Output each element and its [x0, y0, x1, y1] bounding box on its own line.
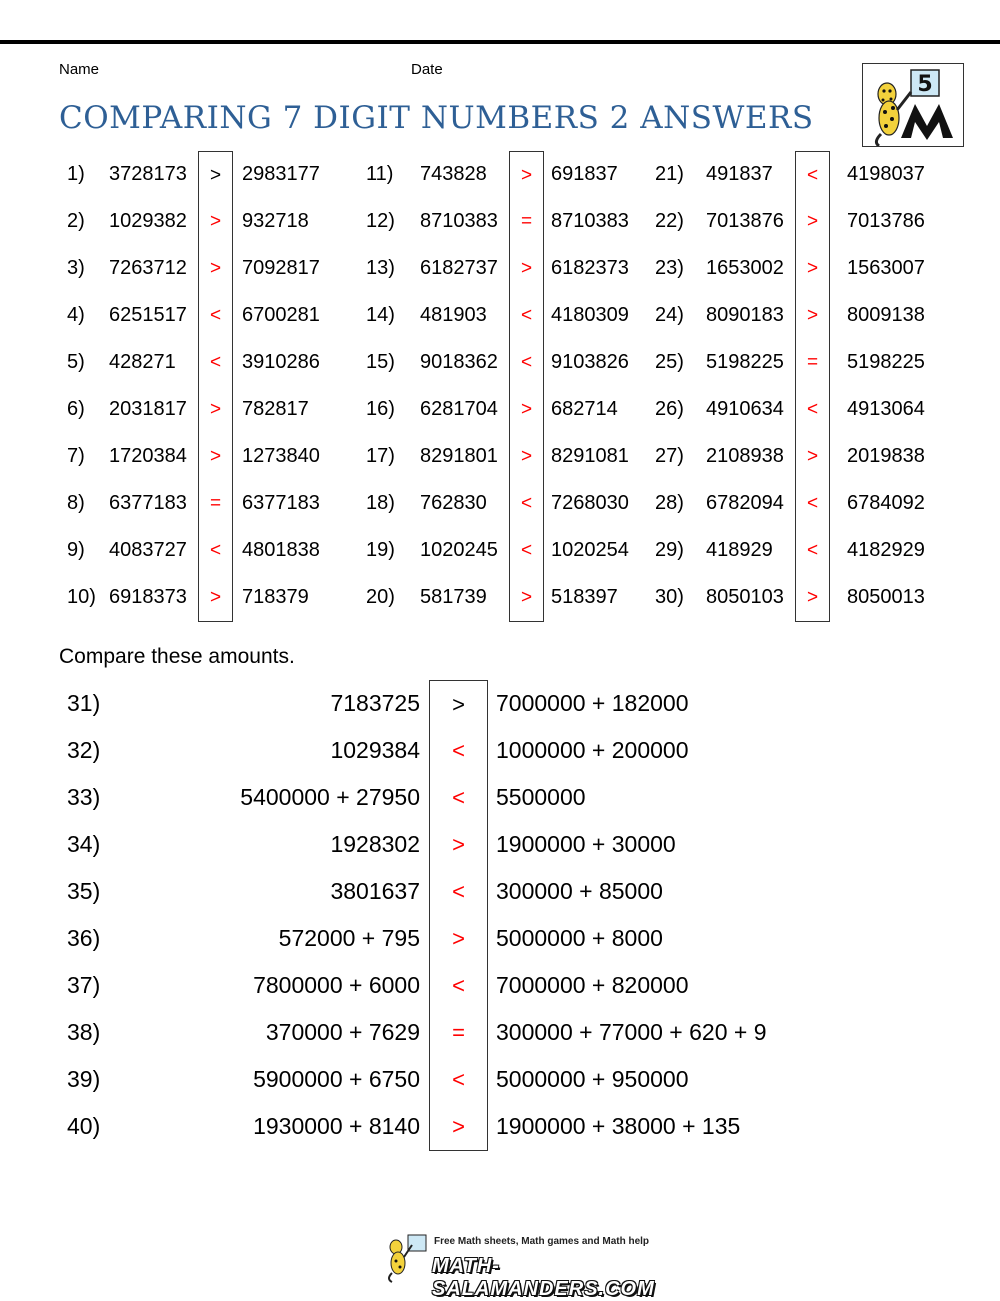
left-number: 1720384: [109, 445, 187, 467]
left-amount: 1928302: [330, 831, 420, 857]
left-number: 6782094: [706, 492, 784, 514]
compare-row: [0, 727, 1000, 774]
right-number: 1563007: [847, 257, 925, 279]
problem-number: 29): [655, 539, 684, 561]
problem-number: 11): [366, 163, 394, 185]
right-number: 9103826: [551, 351, 629, 373]
answer-box: >: [198, 574, 233, 622]
left-amount: 370000 + 7629: [265, 1019, 420, 1045]
problem-number: 15): [366, 351, 395, 373]
answer-box: =: [429, 1009, 488, 1056]
problem-number: 39): [67, 1066, 101, 1092]
left-number: 491837: [706, 163, 773, 185]
answer-box: >: [198, 245, 233, 292]
problem-number: 25): [655, 351, 684, 373]
answer-box: >: [509, 433, 544, 480]
problem-row: [0, 527, 1000, 574]
right-amount: 7000000 + 820000: [496, 972, 689, 998]
problem-number: 35): [67, 878, 101, 904]
answer-box: <: [429, 774, 488, 821]
right-number: 8050013: [847, 586, 925, 608]
problem-number: 17): [366, 445, 395, 467]
left-number: 481903: [420, 304, 487, 326]
compare-row: [0, 1056, 1000, 1103]
right-number: 6182373: [551, 257, 629, 279]
footer-site-name: MATH-SALAMANDERS.COM: [432, 1255, 655, 1300]
left-number: 762830: [420, 492, 487, 514]
worksheet-title: COMPARING 7 DIGIT NUMBERS 2 ANSWERS: [59, 100, 814, 136]
right-amount: 1000000 + 200000: [496, 737, 689, 763]
left-number: 6281704: [420, 398, 498, 420]
answer-box: >: [198, 433, 233, 480]
left-number: 8090183: [706, 304, 784, 326]
problem-number: 10): [67, 586, 96, 608]
problem-number: 33): [67, 784, 101, 810]
answer-box: <: [429, 962, 488, 1009]
answer-box: <: [429, 1056, 488, 1103]
left-number: 428271: [109, 351, 176, 373]
problem-row: [0, 480, 1000, 527]
right-number: 682714: [551, 398, 618, 420]
answer-box: >: [509, 151, 544, 199]
left-number: 6377183: [109, 492, 187, 514]
answer-box: =: [795, 339, 830, 386]
answer-box: >: [429, 821, 488, 868]
left-amount: 572000 + 795: [278, 925, 420, 951]
problem-number: 24): [655, 304, 684, 326]
problem-row: [0, 574, 1000, 621]
problem-row: [0, 339, 1000, 386]
right-number: 2983177: [242, 163, 320, 185]
salamander-logo-icon: [863, 64, 963, 146]
right-amount: 1900000 + 30000: [496, 831, 676, 857]
right-number: 6377183: [242, 492, 320, 514]
problem-number: 27): [655, 445, 684, 467]
answer-box: =: [198, 480, 233, 527]
problem-number: 21): [655, 163, 684, 185]
problem-number: 7): [67, 445, 85, 467]
answer-box: >: [795, 198, 830, 245]
compare-row: [0, 821, 1000, 868]
right-number: 4182929: [847, 539, 925, 561]
left-amount: 3801637: [330, 878, 420, 904]
left-amount: 7183725: [330, 690, 420, 716]
right-number: 7092817: [242, 257, 320, 279]
compare-row: [0, 915, 1000, 962]
left-number: 1029382: [109, 210, 187, 232]
top-rule: [0, 40, 1000, 44]
left-number: 4910634: [706, 398, 784, 420]
answer-box: <: [198, 339, 233, 386]
compare-row: [0, 1103, 1000, 1150]
left-amount: 7800000 + 6000: [253, 972, 420, 998]
grade-number: 5: [917, 72, 933, 97]
problem-number: 34): [67, 831, 101, 857]
left-number: 6251517: [109, 304, 187, 326]
left-number: 4083727: [109, 539, 187, 561]
answer-box: <: [198, 527, 233, 574]
answer-box: >: [429, 1103, 488, 1151]
right-number: 1020254: [551, 539, 629, 561]
answer-box: >: [429, 915, 488, 962]
answer-box: <: [509, 292, 544, 339]
problem-number: 20): [366, 586, 395, 608]
problem-number: 18): [366, 492, 395, 514]
grade-logo: [862, 63, 964, 147]
right-number: 932718: [242, 210, 309, 232]
left-number: 8050103: [706, 586, 784, 608]
right-number: 6784092: [847, 492, 925, 514]
left-number: 6182737: [420, 257, 498, 279]
right-number: 5198225: [847, 351, 925, 373]
answer-box: >: [509, 574, 544, 622]
answer-box: >: [198, 151, 233, 199]
right-amount: 1900000 + 38000 + 135: [496, 1113, 741, 1139]
compare-row: [0, 680, 1000, 727]
answer-box: <: [509, 339, 544, 386]
right-number: 4198037: [847, 163, 925, 185]
answer-box: <: [198, 292, 233, 339]
left-number: 418929: [706, 539, 773, 561]
right-number: 4801838: [242, 539, 320, 561]
left-number: 7013876: [706, 210, 784, 232]
problem-number: 26): [655, 398, 684, 420]
date-label: Date: [411, 61, 443, 78]
problem-number: 1): [67, 163, 85, 185]
left-amount: 5900000 + 6750: [253, 1066, 420, 1092]
answer-box: <: [509, 480, 544, 527]
right-number: 718379: [242, 586, 309, 608]
problem-row: [0, 433, 1000, 480]
compare-row: [0, 774, 1000, 821]
problem-number: 3): [67, 257, 85, 279]
right-amount: 300000 + 85000: [496, 878, 663, 904]
problem-number: 19): [366, 539, 395, 561]
problem-number: 14): [366, 304, 395, 326]
left-number: 1653002: [706, 257, 784, 279]
left-number: 2031817: [109, 398, 187, 420]
answer-box: >: [429, 680, 488, 728]
problem-number: 30): [655, 586, 684, 608]
right-amount: 5000000 + 8000: [496, 925, 663, 951]
problem-number: 8): [67, 492, 85, 514]
left-number: 5198225: [706, 351, 784, 373]
answer-box: >: [509, 386, 544, 433]
left-amount: 5400000 + 27950: [240, 784, 420, 810]
problem-number: 22): [655, 210, 684, 232]
problem-number: 32): [67, 737, 101, 763]
problem-number: 28): [655, 492, 684, 514]
answer-box: >: [795, 574, 830, 622]
answer-box: <: [795, 527, 830, 574]
problem-row: [0, 245, 1000, 292]
right-amount: 300000 + 77000 + 620 + 9: [496, 1019, 767, 1045]
right-number: 6700281: [242, 304, 320, 326]
left-number: 6918373: [109, 586, 187, 608]
left-amount: 1930000 + 8140: [253, 1113, 420, 1139]
right-number: 782817: [242, 398, 309, 420]
problem-row: [0, 198, 1000, 245]
problem-number: 40): [67, 1113, 101, 1139]
answer-box: <: [429, 868, 488, 915]
answer-box: >: [795, 245, 830, 292]
right-number: 691837: [551, 163, 618, 185]
right-number: 7013786: [847, 210, 925, 232]
compare-row: [0, 868, 1000, 915]
answer-box: <: [795, 151, 830, 199]
answer-box: >: [795, 292, 830, 339]
right-number: 2019838: [847, 445, 925, 467]
answer-box: >: [198, 386, 233, 433]
problem-number: 13): [366, 257, 395, 279]
problem-number: 23): [655, 257, 684, 279]
right-number: 4913064: [847, 398, 925, 420]
problem-number: 5): [67, 351, 85, 373]
answer-box: <: [509, 527, 544, 574]
left-number: 743828: [420, 163, 487, 185]
problem-number: 16): [366, 398, 395, 420]
problem-number: 38): [67, 1019, 101, 1045]
answer-box: =: [509, 198, 544, 245]
compare-row: [0, 962, 1000, 1009]
answer-box: >: [509, 245, 544, 292]
problem-number: 37): [67, 972, 101, 998]
left-number: 3728173: [109, 163, 187, 185]
problem-number: 36): [67, 925, 101, 951]
right-amount: 5000000 + 950000: [496, 1066, 689, 1092]
right-number: 518397: [551, 586, 618, 608]
problem-row: [0, 292, 1000, 339]
right-number: 7268030: [551, 492, 629, 514]
footer-tagline: Free Math sheets, Math games and Math help: [434, 1236, 650, 1247]
right-number: 3910286: [242, 351, 320, 373]
right-number: 1273840: [242, 445, 320, 467]
left-number: 8291801: [420, 445, 498, 467]
section-heading: Compare these amounts.: [59, 645, 295, 668]
right-number: 8009138: [847, 304, 925, 326]
left-number: 8710383: [420, 210, 498, 232]
left-number: 2108938: [706, 445, 784, 467]
left-number: 9018362: [420, 351, 498, 373]
answer-box: <: [795, 480, 830, 527]
problem-number: 9): [67, 539, 85, 561]
problem-number: 2): [67, 210, 85, 232]
right-number: 8291081: [551, 445, 629, 467]
right-amount: 5500000: [496, 784, 586, 810]
answer-box: >: [198, 198, 233, 245]
right-amount: 7000000 + 182000: [496, 690, 689, 716]
problem-row: [0, 151, 1000, 198]
problem-row: [0, 386, 1000, 433]
problem-number: 31): [67, 690, 101, 716]
left-number: 1020245: [420, 539, 498, 561]
compare-row: [0, 1009, 1000, 1056]
right-number: 4180309: [551, 304, 629, 326]
problem-number: 4): [67, 304, 85, 326]
answer-box: <: [795, 386, 830, 433]
left-amount: 1029384: [330, 737, 420, 763]
left-number: 581739: [420, 586, 487, 608]
answer-box: <: [429, 727, 488, 774]
name-label: Name: [59, 61, 100, 78]
problem-number: 12): [366, 210, 395, 232]
answer-box: >: [795, 433, 830, 480]
right-number: 8710383: [551, 210, 629, 232]
footer-salamander-icon: [380, 1233, 432, 1283]
left-number: 7263712: [109, 257, 187, 279]
footer-logo: [380, 1233, 680, 1300]
problem-number: 6): [67, 398, 85, 420]
